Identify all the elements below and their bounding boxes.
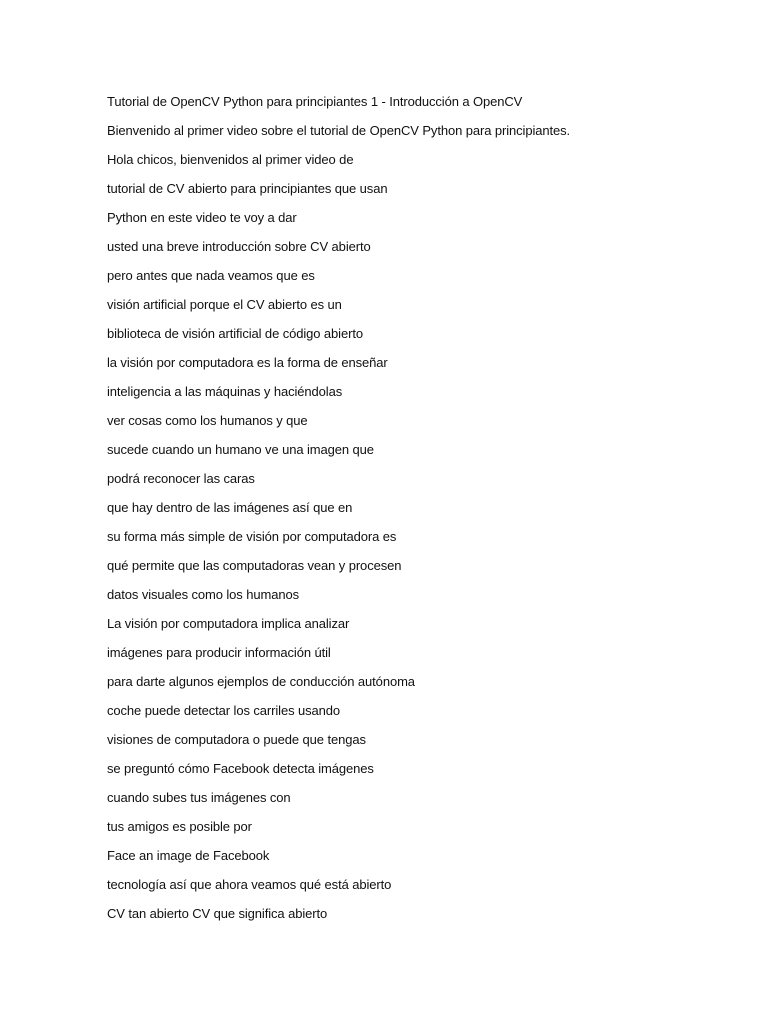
- text-line: sucede cuando un humano ve una imagen que: [107, 442, 374, 457]
- transcript-text: [107, 92, 747, 933]
- text-line: inteligencia a las máquinas y haciéndolas: [107, 384, 343, 399]
- text-line: visiones de computadora o puede que tengas: [107, 732, 366, 747]
- text-line: Python en este video te voy a dar: [107, 210, 297, 225]
- text-line: se preguntó cómo Facebook detecta imágenes: [107, 761, 374, 776]
- text-line: Bienvenido al primer video sobre el tutorial de OpenCV Python para principiantes.: [107, 123, 571, 138]
- text-line: tus amigos es posible por: [107, 819, 252, 834]
- text-line: visión artificial porque el CV abierto es un: [107, 297, 342, 312]
- text-line: imágenes para producir información útil: [107, 645, 331, 660]
- text-line: tecnología así que ahora veamos qué está abierto: [107, 877, 392, 892]
- text-line: Hola chicos, bienvenidos al primer video de: [107, 152, 354, 167]
- text-line: biblioteca de visión artificial de código abierto: [107, 326, 363, 341]
- text-line: coche puede detectar los carriles usando: [107, 703, 341, 718]
- text-line: su forma más simple de visión por computadora es: [107, 529, 397, 544]
- text-line: La visión por computadora implica analizar: [107, 616, 350, 631]
- text-line: datos visuales como los humanos: [107, 587, 300, 602]
- text-line: pero antes que nada veamos que es: [107, 268, 315, 283]
- text-line: CV tan abierto CV que significa abierto: [107, 906, 328, 921]
- document-title: Tutorial de OpenCV Python para principiantes 1 - Introducción a OpenCV: [107, 94, 523, 109]
- text-line: usted una breve introducción sobre CV abierto: [107, 239, 371, 254]
- text-line: tutorial de CV abierto para principiantes que usan: [107, 181, 388, 196]
- text-line: Face an image de Facebook: [107, 848, 270, 863]
- text-line: para darte algunos ejemplos de conducción autónoma: [107, 674, 415, 689]
- text-line: cuando subes tus imágenes con: [107, 790, 291, 805]
- text-line: que hay dentro de las imágenes así que en: [107, 500, 353, 515]
- text-line: ver cosas como los humanos y que: [107, 413, 308, 428]
- text-line: podrá reconocer las caras: [107, 471, 255, 486]
- text-line: qué permite que las computadoras vean y procesen: [107, 558, 402, 573]
- text-line: la visión por computadora es la forma de enseñar: [107, 355, 388, 370]
